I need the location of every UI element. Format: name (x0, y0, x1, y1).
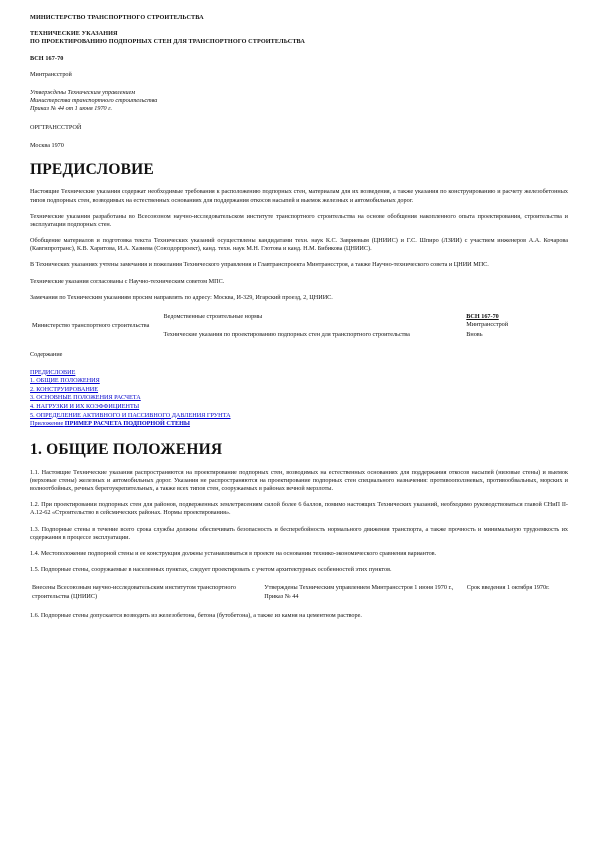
preface-paragraph-6: Замечания по Техническим указаниям просим направлять по адресу: Москва, И-329, Игарский проезд, 2, ЦНИИС. (30, 293, 333, 301)
approval-line-1: Утверждены Техническим управлением (30, 88, 136, 96)
norms-title: Технические указания по проектированию подпорных стен для транспортного строительства (163, 331, 410, 339)
toc-link-design[interactable]: 2. КОНСТРУИРОВАНИЕ (30, 385, 99, 393)
effective-date: Срок введения 1 октября 1970г. (466, 584, 550, 592)
preface-heading: ПРЕДИСЛОВИЕ (30, 160, 154, 178)
introduced-by: Внесены Всесоюзным научно-исследовательским институтом транспортного строительства (ЦНИИС) (32, 584, 236, 600)
document-title-line2: ПО ПРОЕКТИРОВАНИЮ ПОДПОРНЫХ СТЕН ДЛЯ ТРАНСПОРТНОГО СТРОИТЕЛЬСТВА (30, 38, 305, 46)
document-info-table (30, 312, 568, 341)
document-code: ВСН 167-70 (30, 54, 64, 62)
city-year: Москва 1970 (30, 141, 64, 149)
clause-1-6: 1.6. Подпорные стены допускается возводить из железобетона, бетона (бутобетона), а также из камня на цементном растворе. (30, 611, 362, 619)
clause-1-1: 1.1. Настоящие Технические указания распространяются на проектирование подпорных стен, возводимых на естественных основаниях для поддержания откосов насыпей (низовые стены) и выемок (верховые стены) железных и автомобильных дорог. Указания не распространяются на проектирование подпорных стен специального назначения: противооползневых, противообвальных, морских и волноотбойных, речных берегоукрепительных, а также всех типов стен, сооружаемых в районах вечной мерзлоты. (30, 468, 568, 493)
appendix-title: ПРИМЕР РАСЧЕТА ПОДПОРНОЙ СТЕНЫ (64, 420, 191, 428)
organization: Минтрансстрой (30, 70, 72, 78)
contents-label: Содержание (30, 350, 63, 358)
preface-paragraph-1: Настоящие Технические указания содержат необходимые требования к расположению подпорных стен, материалам для их возведения, а также указания по конструированию и расчету железобетонных типов подпорных стен, возводимых на естественных основаниях для поддержания откосов насыпей и выемок железных и автомобильных дорог. (30, 188, 568, 204)
ministry-heading: МИНИСТЕРСТВО ТРАНСПОРТНОГО СТРОИТЕЛЬСТВА (30, 14, 204, 21)
preface-paragraph-3: Обобщение материалов и подготовка текста Технических указаний осуществлены кандидатами техн. наук К.С. Завриевым (ЦНИИС) и Г.С. Шпиро (ЛЗИИ) с участием инженеров А.А. Кочарова (Кавгипротранс), К.В. Харитова, И.А. Хазиева (Союздорпроект), канд. техн. наук М.Н. Глотова и канд. Н.М. Бибикова (ЦНИИС). (30, 237, 568, 253)
preface-paragraph-2: Технические указания разработаны во Всесоюзном научно-исследовательском институте транспортного строительства на основе обобщения накопленного опыта проектирования, строительства и эксплуатации подпорных стен. (30, 212, 568, 228)
appendix-prefix: Приложение (30, 420, 64, 428)
document-page (30, 14, 568, 620)
document-title-line1: ТЕХНИЧЕСКИЕ УКАЗАНИЯ (30, 30, 118, 38)
status-new: Вновь (466, 331, 483, 339)
toc-link-soil-pressure[interactable]: 5. ОПРЕДЕЛЕНИЕ АКТИВНОГО И ПАССИВНОГО ДАВЛЕНИЯ ГРУНТА (30, 411, 231, 419)
norms-type: Ведомственные строительные нормы (163, 313, 263, 321)
introduction-table (30, 583, 568, 601)
approval-line-2: Министерства транспортного строительства (30, 97, 158, 105)
clause-1-2: 1.2. При проектировании подпорных стен для районов, подверженных землетрясениям силой более 6 баллов, помимо настоящих Технических указаний, необходимо руководствоваться главой СНиП II-А.12-62 «Строительство в сейсмических районах. Нормы проектирования». (30, 501, 568, 517)
toc-link-appendix[interactable] (30, 420, 568, 428)
toc-link-loads[interactable]: 4. НАГРУЗКИ И ИХ КОЭФФИЦИЕНТЫ (30, 402, 140, 410)
clause-1-3: 1.3. Подпорные стены в течение всего срока службы должны обеспечивать безопасность и бесперебойность нормального движения транспорта, а также прочность и минимальную трудоемкость их содержания в процессе эксплуатации. (30, 525, 568, 541)
preface-paragraph-4: В Технических указаниях учтены замечания и пожелания Технического управления и Главтранспроекта Минтрансстроя, а также Научно-технического совета и ЦНИИ МПС. (30, 261, 489, 269)
clause-1-4: 1.4. Местоположение подпорной стены и ее конструкция должны устанавливаться в проекте на основании технико-экономического сравнения вариантов. (30, 550, 437, 557)
toc-link-general[interactable]: 1. ОБЩИЕ ПОЛОЖЕНИЯ (30, 377, 100, 385)
publisher: ОРГТРАНССТРОЙ (30, 123, 82, 131)
toc-link-calculation[interactable]: 3. ОСНОВНЫЕ ПОЛОЖЕНИЯ РАСЧЕТА (30, 394, 141, 402)
approval-line-3: Приказ № 44 от 1 июня 1970 г. (30, 105, 113, 113)
issuing-ministry: Министерство транспортного строительства (32, 322, 150, 330)
toc-link-preface[interactable]: ПРЕДИСЛОВИЕ (30, 368, 76, 376)
section-1-heading: 1. ОБЩИЕ ПОЛОЖЕНИЯ (30, 441, 223, 459)
clause-1-5: 1.5. Подпорные стены, сооружаемые в населенных пунктах, следует проектировать с учетом архитектурных особенностей этих пунктов. (30, 566, 392, 574)
table-org: Минтрансстрой (466, 321, 509, 329)
table-of-contents (30, 369, 568, 428)
preface-paragraph-5: Технические указания согласованы с Научно-техническим советом МПС. (30, 277, 225, 285)
table-code: ВСН 167-70 (466, 313, 499, 321)
approved-by: Утверждены Техническим управлением Минтрансстроя 1 июня 1970 г., Приказ № 44 (264, 584, 454, 600)
